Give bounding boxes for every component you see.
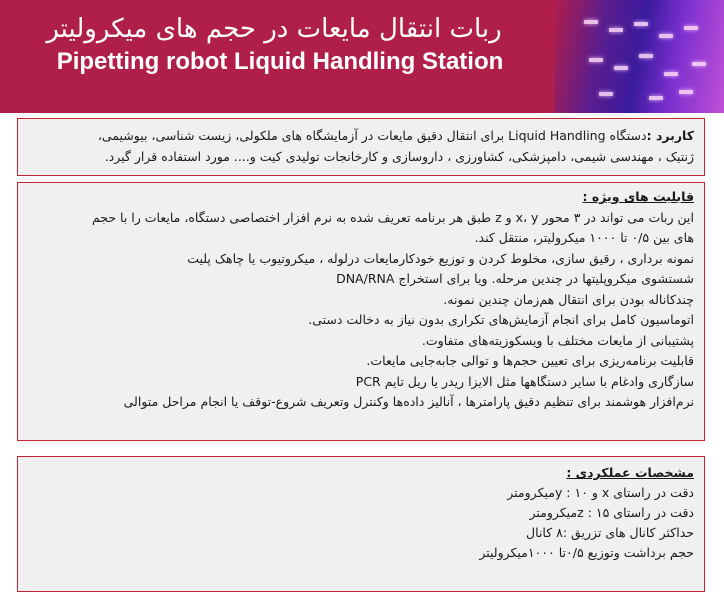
spec-line: حجم برداشت وتوزیع ۰/۵تا ۱۰۰۰میکرولیتر xyxy=(479,545,694,560)
gel-electrophoresis-image xyxy=(554,0,724,113)
feature-line: نرم‌افزار هوشمند برای تنظیم دقیق پارامترها ، آنالیز داده‌ها وکنترل وتعریف شروع-توقف یا انجام مراحل متوالی xyxy=(123,394,694,409)
feature-line: نمونه برداری ، رقیق سازی، مخلوط کردن و توزیع خودکارمایعات درلوله ، میکروتیوب یا چاهک پلیت xyxy=(187,250,694,266)
spec-line: دقت در راستای z : ۱۵میکرومتر xyxy=(529,505,694,520)
feature-line: پشتیبانی از مایعات مختلف با ویسکوزیته‌های متفاوت. xyxy=(421,332,694,348)
application-line-1 xyxy=(28,125,694,146)
features-heading: قابلیت های ویژه : xyxy=(582,189,694,204)
application-box xyxy=(17,118,705,176)
application-text-1: دستگاه Liquid Handling برای انتقال دقیق مایعات در آزمایشگاه های ملکولی، زیست شناسی، بیوشیمی، xyxy=(97,128,647,143)
feature-line: قابلیت برنامه‌ریزی برای تعیین حجم‌ها و توالی جابه‌جایی مایعات. xyxy=(366,353,694,368)
page-title-persian: ربات انتقال مایعات در حجم های میکرولیتر xyxy=(46,14,502,44)
features-box xyxy=(17,182,705,441)
feature-line: اتوماسیون کامل برای انجام آزمایش‌های تکراری بدون نیاز به دخالت دستی. xyxy=(308,312,694,327)
application-label: کاربرد : xyxy=(646,128,694,143)
feature-line: شستشوی میکروپلیتها در چندین مرحله. ویا برای استخراج DNA/RNA xyxy=(336,271,694,286)
specifications-box xyxy=(17,456,705,592)
specifications-heading: مشخصات عملکردی : xyxy=(566,465,694,480)
page-title-english: Pipetting robot Liquid Handling Station xyxy=(56,48,504,75)
header-banner xyxy=(0,0,724,113)
feature-line: های بین ۰/۵ تا ۱۰۰۰ میکرولیتر، منتقل کند. xyxy=(474,230,694,245)
spec-line: دقت در راستای x و y : ۱۰میکرومتر xyxy=(507,485,694,500)
application-text-2: ژنتیک ، مهندسی شیمی، دامپزشکی، کشاورزی ، داروسازی و کارخانجات تولیدی کیت و.... مورد استفاده قرار گیرد. xyxy=(104,149,694,164)
feature-line: این ربات می تواند در ۳ محور x، y و z طبق هر برنامه تعریف شده به نرم افزار اختصاصی دستگاه، مایعات را با حجم xyxy=(91,209,694,225)
spec-line: حداکثر کانال های تزریق :۸ کانال xyxy=(526,525,694,540)
feature-line: سازگاری وادغام با سایر دستگاهها مثل الایزا ریدر یا ریل تایم PCR xyxy=(355,373,694,389)
feature-line: چندکاناله بودن برای انتقال هم‌زمان چندین نمونه. xyxy=(443,291,694,307)
